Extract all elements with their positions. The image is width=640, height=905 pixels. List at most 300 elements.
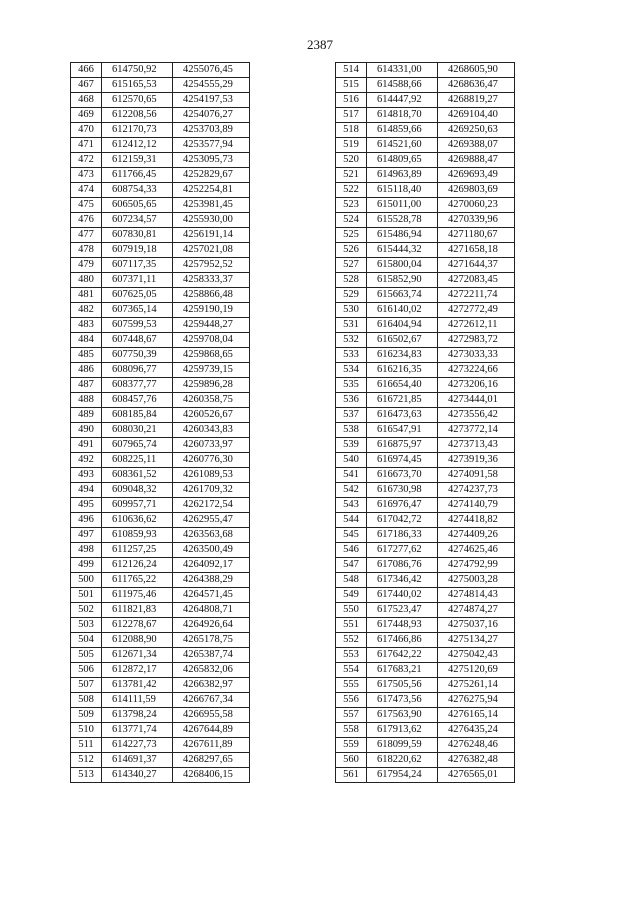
y-coordinate-cell: 4268406,15: [173, 768, 250, 783]
y-coordinate-cell: 4269693,49: [438, 168, 515, 183]
x-coordinate-cell: 607117,35: [102, 258, 173, 273]
y-coordinate-cell: 4268297,65: [173, 753, 250, 768]
table-row: [336, 363, 515, 378]
table-row: [71, 363, 250, 378]
point-number-cell: 478: [71, 243, 102, 258]
y-coordinate-cell: 4269388,07: [438, 138, 515, 153]
x-coordinate-cell: 612126,24: [102, 558, 173, 573]
y-coordinate-cell: 4272612,11: [438, 318, 515, 333]
x-coordinate-cell: 614750,92: [102, 63, 173, 78]
point-number-cell: 513: [71, 768, 102, 783]
point-number-cell: 543: [336, 498, 367, 513]
x-coordinate-cell: 614588,66: [367, 78, 438, 93]
y-coordinate-cell: 4274418,82: [438, 513, 515, 528]
point-number-cell: 517: [336, 108, 367, 123]
x-coordinate-cell: 608457,76: [102, 393, 173, 408]
point-number-cell: 493: [71, 468, 102, 483]
point-number-cell: 546: [336, 543, 367, 558]
x-coordinate-cell: 616473,63: [367, 408, 438, 423]
x-coordinate-cell: 616976,47: [367, 498, 438, 513]
y-coordinate-cell: 4254076,27: [173, 108, 250, 123]
x-coordinate-cell: 606505,65: [102, 198, 173, 213]
x-coordinate-cell: 612208,56: [102, 108, 173, 123]
x-coordinate-cell: 615486,94: [367, 228, 438, 243]
y-coordinate-cell: 4274237,73: [438, 483, 515, 498]
table-row: [336, 603, 515, 618]
x-coordinate-cell: 614340,27: [102, 768, 173, 783]
point-number-cell: 549: [336, 588, 367, 603]
point-number-cell: 490: [71, 423, 102, 438]
x-coordinate-cell: 607371,11: [102, 273, 173, 288]
y-coordinate-cell: 4258333,37: [173, 273, 250, 288]
x-coordinate-cell: 608225,11: [102, 453, 173, 468]
table-row: [336, 198, 515, 213]
table-row: [71, 588, 250, 603]
table-row: [336, 123, 515, 138]
y-coordinate-cell: 4271180,67: [438, 228, 515, 243]
y-coordinate-cell: 4264808,71: [173, 603, 250, 618]
x-coordinate-cell: 612412,12: [102, 138, 173, 153]
x-coordinate-cell: 617523,47: [367, 603, 438, 618]
y-coordinate-cell: 4268605,90: [438, 63, 515, 78]
y-coordinate-cell: 4259896,28: [173, 378, 250, 393]
y-coordinate-cell: 4270060,23: [438, 198, 515, 213]
table-row: [336, 663, 515, 678]
x-coordinate-cell: 609957,71: [102, 498, 173, 513]
x-coordinate-cell: 609048,32: [102, 483, 173, 498]
table-row: [336, 423, 515, 438]
x-coordinate-cell: 615011,00: [367, 198, 438, 213]
point-number-cell: 534: [336, 363, 367, 378]
y-coordinate-cell: 4266955,58: [173, 708, 250, 723]
table-row: [336, 438, 515, 453]
x-coordinate-cell: 611975,46: [102, 588, 173, 603]
point-number-cell: 536: [336, 393, 367, 408]
table-row: [336, 63, 515, 78]
table-row: [336, 498, 515, 513]
point-number-cell: 494: [71, 483, 102, 498]
x-coordinate-cell: 617186,33: [367, 528, 438, 543]
y-coordinate-cell: 4275120,69: [438, 663, 515, 678]
point-number-cell: 500: [71, 573, 102, 588]
table-row: [336, 678, 515, 693]
point-number-cell: 508: [71, 693, 102, 708]
x-coordinate-cell: 617913,62: [367, 723, 438, 738]
table-row: [336, 753, 515, 768]
y-coordinate-cell: 4274814,43: [438, 588, 515, 603]
y-coordinate-cell: 4259190,19: [173, 303, 250, 318]
point-number-cell: 539: [336, 438, 367, 453]
x-coordinate-cell: 612671,34: [102, 648, 173, 663]
x-coordinate-cell: 607599,53: [102, 318, 173, 333]
point-number-cell: 472: [71, 153, 102, 168]
x-coordinate-cell: 607365,14: [102, 303, 173, 318]
y-coordinate-cell: 4274140,79: [438, 498, 515, 513]
x-coordinate-cell: 607830,81: [102, 228, 173, 243]
y-coordinate-cell: 4274792,99: [438, 558, 515, 573]
x-coordinate-cell: 612278,67: [102, 618, 173, 633]
table-row: [336, 543, 515, 558]
point-number-cell: 527: [336, 258, 367, 273]
y-coordinate-cell: 4259868,65: [173, 348, 250, 363]
coordinates-table-right: [335, 62, 515, 783]
x-coordinate-cell: 616730,98: [367, 483, 438, 498]
point-number-cell: 496: [71, 513, 102, 528]
y-coordinate-cell: 4260733,97: [173, 438, 250, 453]
x-coordinate-cell: 614963,89: [367, 168, 438, 183]
point-number-cell: 547: [336, 558, 367, 573]
x-coordinate-cell: 614331,00: [367, 63, 438, 78]
table-row: [71, 228, 250, 243]
table-row: [71, 93, 250, 108]
point-number-cell: 504: [71, 633, 102, 648]
table-row: [71, 108, 250, 123]
y-coordinate-cell: 4259739,15: [173, 363, 250, 378]
table-row: [71, 558, 250, 573]
point-number-cell: 501: [71, 588, 102, 603]
x-coordinate-cell: 616721,85: [367, 393, 438, 408]
point-number-cell: 469: [71, 108, 102, 123]
table-row: [336, 273, 515, 288]
point-number-cell: 503: [71, 618, 102, 633]
x-coordinate-cell: 612570,65: [102, 93, 173, 108]
point-number-cell: 479: [71, 258, 102, 273]
x-coordinate-cell: 617642,22: [367, 648, 438, 663]
x-coordinate-cell: 617563,90: [367, 708, 438, 723]
table-row: [71, 678, 250, 693]
table-row: [71, 378, 250, 393]
x-coordinate-cell: 607750,39: [102, 348, 173, 363]
y-coordinate-cell: 4275042,43: [438, 648, 515, 663]
x-coordinate-cell: 612088,90: [102, 633, 173, 648]
x-coordinate-cell: 616547,91: [367, 423, 438, 438]
x-coordinate-cell: 617346,42: [367, 573, 438, 588]
table-row: [71, 603, 250, 618]
point-number-cell: 487: [71, 378, 102, 393]
point-number-cell: 482: [71, 303, 102, 318]
x-coordinate-cell: 617277,62: [367, 543, 438, 558]
x-coordinate-cell: 616654,40: [367, 378, 438, 393]
table-row: [336, 468, 515, 483]
x-coordinate-cell: 615852,90: [367, 273, 438, 288]
x-coordinate-cell: 617086,76: [367, 558, 438, 573]
table-row: [71, 543, 250, 558]
y-coordinate-cell: 4260358,75: [173, 393, 250, 408]
y-coordinate-cell: 4273224,66: [438, 363, 515, 378]
table-row: [336, 378, 515, 393]
y-coordinate-cell: 4276165,14: [438, 708, 515, 723]
table-row: [336, 303, 515, 318]
table-row: [336, 153, 515, 168]
x-coordinate-cell: 615165,53: [102, 78, 173, 93]
y-coordinate-cell: 4269803,69: [438, 183, 515, 198]
x-coordinate-cell: 618099,59: [367, 738, 438, 753]
y-coordinate-cell: 4253095,73: [173, 153, 250, 168]
table-row: [71, 663, 250, 678]
table-row: [71, 438, 250, 453]
x-coordinate-cell: 614111,59: [102, 693, 173, 708]
table-row: [71, 408, 250, 423]
y-coordinate-cell: 4254555,29: [173, 78, 250, 93]
table-row: [336, 573, 515, 588]
table-row: [71, 123, 250, 138]
point-number-cell: 497: [71, 528, 102, 543]
y-coordinate-cell: 4273713,43: [438, 438, 515, 453]
y-coordinate-cell: 4276565,01: [438, 768, 515, 783]
y-coordinate-cell: 4260776,30: [173, 453, 250, 468]
y-coordinate-cell: 4276275,94: [438, 693, 515, 708]
point-number-cell: 544: [336, 513, 367, 528]
y-coordinate-cell: 4269250,63: [438, 123, 515, 138]
table-row: [71, 483, 250, 498]
point-number-cell: 552: [336, 633, 367, 648]
x-coordinate-cell: 616140,02: [367, 303, 438, 318]
point-number-cell: 529: [336, 288, 367, 303]
x-coordinate-cell: 611765,22: [102, 573, 173, 588]
table-row: [71, 348, 250, 363]
y-coordinate-cell: 4273556,42: [438, 408, 515, 423]
y-coordinate-cell: 4263563,68: [173, 528, 250, 543]
table-row: [336, 228, 515, 243]
point-number-cell: 511: [71, 738, 102, 753]
x-coordinate-cell: 617466,86: [367, 633, 438, 648]
x-coordinate-cell: 614521,60: [367, 138, 438, 153]
table-row: [336, 618, 515, 633]
x-coordinate-cell: 608096,77: [102, 363, 173, 378]
table-row: [71, 618, 250, 633]
x-coordinate-cell: 617505,56: [367, 678, 438, 693]
y-coordinate-cell: 4253577,94: [173, 138, 250, 153]
point-number-cell: 491: [71, 438, 102, 453]
table-row: [71, 753, 250, 768]
point-number-cell: 531: [336, 318, 367, 333]
point-number-cell: 548: [336, 573, 367, 588]
point-number-cell: 486: [71, 363, 102, 378]
point-number-cell: 495: [71, 498, 102, 513]
y-coordinate-cell: 4260343,83: [173, 423, 250, 438]
y-coordinate-cell: 4272772,49: [438, 303, 515, 318]
x-coordinate-cell: 614818,70: [367, 108, 438, 123]
point-number-cell: 468: [71, 93, 102, 108]
table-row: [336, 723, 515, 738]
x-coordinate-cell: 611257,25: [102, 543, 173, 558]
y-coordinate-cell: 4253981,45: [173, 198, 250, 213]
table-row: [71, 318, 250, 333]
table-row: [71, 423, 250, 438]
y-coordinate-cell: 4259708,04: [173, 333, 250, 348]
x-coordinate-cell: 608377,77: [102, 378, 173, 393]
y-coordinate-cell: 4264571,45: [173, 588, 250, 603]
point-number-cell: 553: [336, 648, 367, 663]
point-number-cell: 532: [336, 333, 367, 348]
x-coordinate-cell: 617954,24: [367, 768, 438, 783]
point-number-cell: 481: [71, 288, 102, 303]
point-number-cell: 551: [336, 618, 367, 633]
y-coordinate-cell: 4266382,97: [173, 678, 250, 693]
y-coordinate-cell: 4271658,18: [438, 243, 515, 258]
point-number-cell: 535: [336, 378, 367, 393]
y-coordinate-cell: 4257952,52: [173, 258, 250, 273]
y-coordinate-cell: 4258866,48: [173, 288, 250, 303]
y-coordinate-cell: 4272211,74: [438, 288, 515, 303]
x-coordinate-cell: 614809,65: [367, 153, 438, 168]
y-coordinate-cell: 4274874,27: [438, 603, 515, 618]
x-coordinate-cell: 608361,52: [102, 468, 173, 483]
y-coordinate-cell: 4262955,47: [173, 513, 250, 528]
y-coordinate-cell: 4272983,72: [438, 333, 515, 348]
table-row: [336, 348, 515, 363]
table-row: [336, 528, 515, 543]
x-coordinate-cell: 616502,67: [367, 333, 438, 348]
point-number-cell: 502: [71, 603, 102, 618]
point-number-cell: 530: [336, 303, 367, 318]
y-coordinate-cell: 4264926,64: [173, 618, 250, 633]
y-coordinate-cell: 4261089,53: [173, 468, 250, 483]
point-number-cell: 475: [71, 198, 102, 213]
point-number-cell: 480: [71, 273, 102, 288]
point-number-cell: 518: [336, 123, 367, 138]
point-number-cell: 554: [336, 663, 367, 678]
y-coordinate-cell: 4256191,14: [173, 228, 250, 243]
table-row: [336, 258, 515, 273]
x-coordinate-cell: 615663,74: [367, 288, 438, 303]
y-coordinate-cell: 4268636,47: [438, 78, 515, 93]
x-coordinate-cell: 616875,97: [367, 438, 438, 453]
x-coordinate-cell: 610636,62: [102, 513, 173, 528]
x-coordinate-cell: 613781,42: [102, 678, 173, 693]
point-number-cell: 561: [336, 768, 367, 783]
point-number-cell: 492: [71, 453, 102, 468]
table-row: [71, 198, 250, 213]
x-coordinate-cell: 612159,31: [102, 153, 173, 168]
point-number-cell: 540: [336, 453, 367, 468]
point-number-cell: 498: [71, 543, 102, 558]
y-coordinate-cell: 4254197,53: [173, 93, 250, 108]
point-number-cell: 524: [336, 213, 367, 228]
y-coordinate-cell: 4276435,24: [438, 723, 515, 738]
x-coordinate-cell: 613771,74: [102, 723, 173, 738]
x-coordinate-cell: 615800,04: [367, 258, 438, 273]
point-number-cell: 476: [71, 213, 102, 228]
point-number-cell: 516: [336, 93, 367, 108]
point-number-cell: 515: [336, 78, 367, 93]
y-coordinate-cell: 4274409,26: [438, 528, 515, 543]
x-coordinate-cell: 613798,24: [102, 708, 173, 723]
table-row: [71, 168, 250, 183]
table-row: [71, 213, 250, 228]
y-coordinate-cell: 4264388,29: [173, 573, 250, 588]
y-coordinate-cell: 4270339,96: [438, 213, 515, 228]
point-number-cell: 526: [336, 243, 367, 258]
x-coordinate-cell: 607919,18: [102, 243, 173, 258]
x-coordinate-cell: 616234,83: [367, 348, 438, 363]
y-coordinate-cell: 4265387,74: [173, 648, 250, 663]
table-row: [336, 78, 515, 93]
table-row: [336, 558, 515, 573]
x-coordinate-cell: 612872,17: [102, 663, 173, 678]
point-number-cell: 542: [336, 483, 367, 498]
point-number-cell: 507: [71, 678, 102, 693]
point-number-cell: 488: [71, 393, 102, 408]
x-coordinate-cell: 617473,56: [367, 693, 438, 708]
point-number-cell: 528: [336, 273, 367, 288]
table-row: [336, 768, 515, 783]
x-coordinate-cell: 608754,33: [102, 183, 173, 198]
x-coordinate-cell: 608185,84: [102, 408, 173, 423]
table-row: [71, 288, 250, 303]
table-row: [336, 168, 515, 183]
y-coordinate-cell: 4273772,14: [438, 423, 515, 438]
x-coordinate-cell: 610859,93: [102, 528, 173, 543]
point-number-cell: 541: [336, 468, 367, 483]
point-number-cell: 499: [71, 558, 102, 573]
y-coordinate-cell: 4269888,47: [438, 153, 515, 168]
point-number-cell: 519: [336, 138, 367, 153]
table-row: [71, 468, 250, 483]
page-number: 2387: [307, 37, 333, 52]
y-coordinate-cell: 4274625,46: [438, 543, 515, 558]
y-coordinate-cell: 4273919,36: [438, 453, 515, 468]
x-coordinate-cell: 616216,35: [367, 363, 438, 378]
y-coordinate-cell: 4253703,89: [173, 123, 250, 138]
y-coordinate-cell: 4264092,17: [173, 558, 250, 573]
x-coordinate-cell: 615444,32: [367, 243, 438, 258]
table-row: [336, 93, 515, 108]
point-number-cell: 523: [336, 198, 367, 213]
y-coordinate-cell: 4275003,28: [438, 573, 515, 588]
table-row: [336, 183, 515, 198]
table-row: [336, 513, 515, 528]
table-row: [336, 108, 515, 123]
point-number-cell: 521: [336, 168, 367, 183]
table-row: [336, 138, 515, 153]
x-coordinate-cell: 614447,92: [367, 93, 438, 108]
table-row: [336, 288, 515, 303]
table-row: [336, 483, 515, 498]
table-row: [71, 768, 250, 783]
x-coordinate-cell: 607448,67: [102, 333, 173, 348]
y-coordinate-cell: 4255076,45: [173, 63, 250, 78]
table-row: [336, 213, 515, 228]
point-number-cell: 559: [336, 738, 367, 753]
point-number-cell: 537: [336, 408, 367, 423]
y-coordinate-cell: 4269104,40: [438, 108, 515, 123]
y-coordinate-cell: 4268819,27: [438, 93, 515, 108]
y-coordinate-cell: 4255930,00: [173, 213, 250, 228]
point-number-cell: 506: [71, 663, 102, 678]
table-row: [71, 258, 250, 273]
y-coordinate-cell: 4276382,48: [438, 753, 515, 768]
y-coordinate-cell: 4275037,16: [438, 618, 515, 633]
x-coordinate-cell: 614227,73: [102, 738, 173, 753]
y-coordinate-cell: 4275134,27: [438, 633, 515, 648]
point-number-cell: 471: [71, 138, 102, 153]
table-row: [71, 528, 250, 543]
table-row: [336, 453, 515, 468]
y-coordinate-cell: 4266767,34: [173, 693, 250, 708]
y-coordinate-cell: 4252829,67: [173, 168, 250, 183]
x-coordinate-cell: 611766,45: [102, 168, 173, 183]
table-row: [71, 63, 250, 78]
y-coordinate-cell: 4274091,58: [438, 468, 515, 483]
y-coordinate-cell: 4267644,89: [173, 723, 250, 738]
point-number-cell: 556: [336, 693, 367, 708]
y-coordinate-cell: 4265178,75: [173, 633, 250, 648]
point-number-cell: 470: [71, 123, 102, 138]
table-row: [71, 393, 250, 408]
x-coordinate-cell: 608030,21: [102, 423, 173, 438]
y-coordinate-cell: 4276248,46: [438, 738, 515, 753]
